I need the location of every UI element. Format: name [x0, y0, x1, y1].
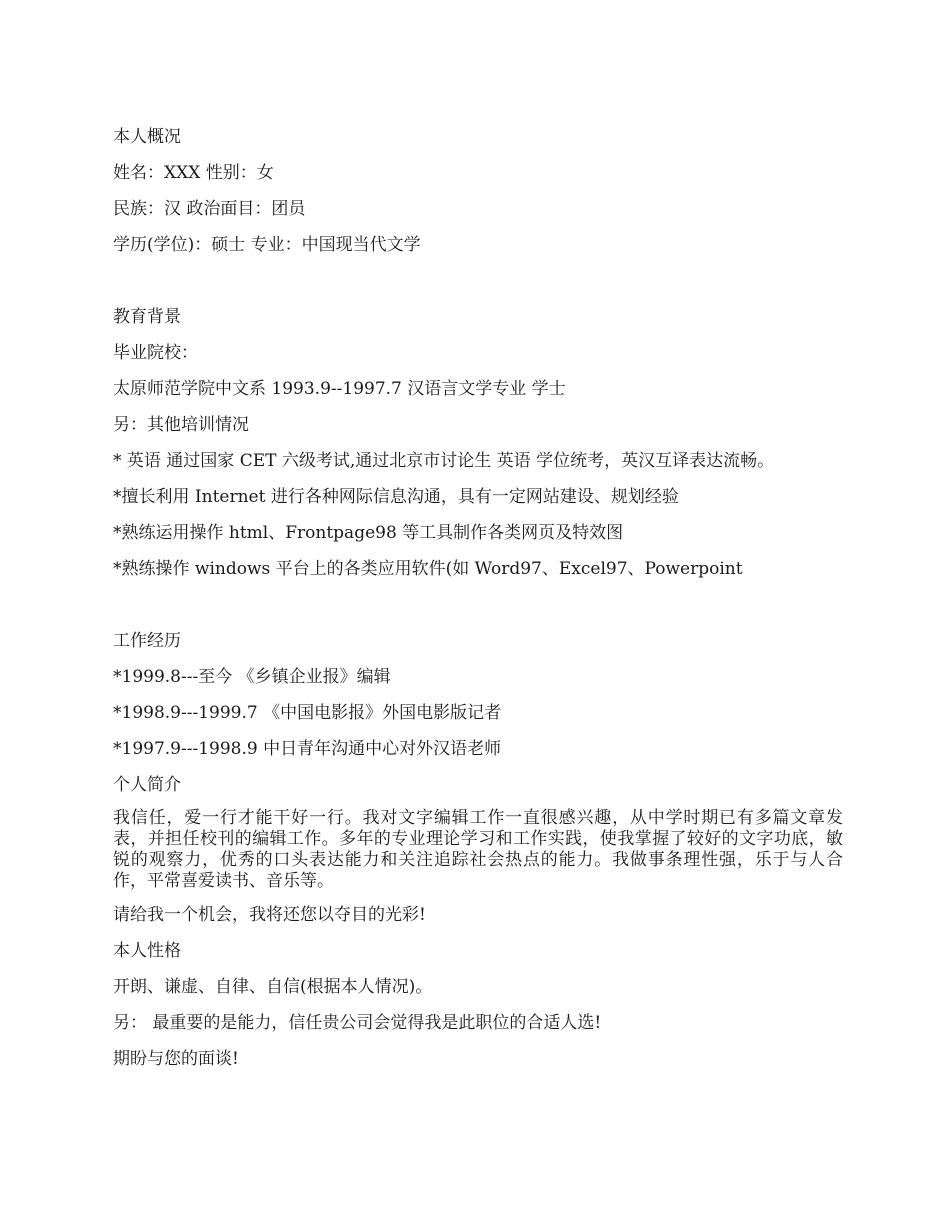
school-label: 毕业院校：	[113, 343, 198, 363]
overview-heading: 本人概况	[113, 127, 181, 147]
name-gender-line: 姓名：XXX 性别：女	[113, 163, 274, 183]
school-entry: 太原师范学院中文系 1993.9--1997.7 汉语言文学专业 学士	[113, 379, 566, 399]
ethnicity-politics-line: 民族：汉 政治面目：团员	[113, 199, 306, 219]
personality-note: 另： 最重要的是能力，信任贵公司会觉得我是此职位的合适人选!	[113, 1013, 602, 1033]
section-spacer	[113, 592, 843, 628]
skill-item: *擅长利用 Internet 进行各种网际信息沟通，具有一定网站建设、规划经验	[113, 487, 679, 507]
intro-paragraph: 我信任，爱一行才能干好一行。我对文字编辑工作一直很感兴趣，从中学时期已有多篇文章发表，并担任校刊的编辑工作。多年的专业理论学习和工作实践，使我掌握了较好的文字功底，敏锐的观察力，优秀的口头表达能力和关注追踪社会热点的能力。我做事条理性强，乐于与人合作，平常喜爱读书、音乐等。	[113, 808, 843, 891]
skill-item: *熟练操作 windows 平台上的各类应用软件(如 Word97、Excel97、Powerpoint	[113, 559, 743, 579]
skill-item: * 英语 通过国家 CET 六级考试,通过北京市讨论生 英语 学位统考，英汉互译表达流畅。	[113, 451, 775, 471]
personality-traits: 开朗、谦虚、自律、自信(根据本人情况)。	[113, 977, 433, 997]
work-item: *1998.9---1999.7 《中国电影报》外国电影版记者	[113, 703, 502, 723]
work-item: *1997.9---1998.9 中日青年沟通中心对外汉语老师	[113, 739, 502, 759]
other-training-label: 另：其他培训情况	[113, 415, 249, 435]
education-heading: 教育背景	[113, 307, 181, 327]
work-heading: 工作经历	[113, 631, 181, 651]
farewell-line: 期盼与您的面谈!	[113, 1049, 239, 1069]
resume-page	[113, 124, 843, 1082]
section-spacer	[113, 268, 843, 304]
intro-heading: 个人简介	[113, 775, 181, 795]
personality-heading: 本人性格	[113, 941, 181, 961]
intro-closing: 请给我一个机会，我将还您以夺目的光彩!	[113, 905, 426, 925]
degree-major-line: 学历(学位)：硕士 专业：中国现当代文学	[113, 235, 421, 255]
skill-item: *熟练运用操作 html、Frontpage98 等工具制作各类网页及特效图	[113, 523, 624, 543]
work-item: *1999.8---至今 《乡镇企业报》编辑	[113, 667, 391, 687]
